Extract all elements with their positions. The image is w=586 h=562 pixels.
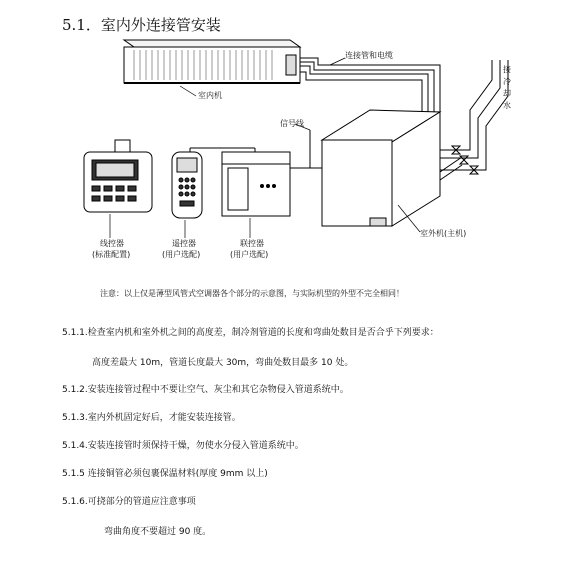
label-pipe-cable: 连接管和电缆 xyxy=(345,51,393,60)
water-pipes xyxy=(440,60,508,174)
item-5-1-6: 5.1.6.可挠部分的管道应注意事项 xyxy=(62,497,196,507)
label-linkage-controller: 联控器 xyxy=(240,239,264,248)
label-wired-controller-note: (标准配置) xyxy=(92,250,131,259)
linkage-controller-icon xyxy=(222,152,290,216)
label-outdoor-unit: 室外机(主机) xyxy=(420,229,467,238)
label-wired-controller: 线控器 xyxy=(100,239,124,248)
item-5-1-1: 5.1.1.检查室内机和室外机之间的高度差，制冷剂管道的长度和弯曲处数目是否合乎下列要求： xyxy=(62,328,439,338)
item-bend-angle: 弯曲角度不要超过 90 度。 xyxy=(104,527,212,537)
remote-controller-icon xyxy=(172,152,202,218)
wired-controller-icon xyxy=(84,152,152,212)
diagram-note: 注意：以上仅是薄型风管式空调器各个部分的示意图，与实际机型的外型不完全相同！ xyxy=(100,289,404,298)
section-title: 5.1．室内外连接管安装 xyxy=(62,16,221,34)
outdoor-unit-icon xyxy=(322,110,462,226)
connection-pipes xyxy=(300,58,440,115)
label-linkage-controller-note: (用户选配) xyxy=(230,250,269,259)
label-remote-controller: 遥控器 xyxy=(172,239,196,248)
label-indoor-unit: 室内机 xyxy=(198,91,222,100)
label-water-1: 接 xyxy=(503,65,511,74)
label-remote-controller-note: (用户选配) xyxy=(162,250,201,259)
indoor-unit-icon xyxy=(124,40,300,83)
item-requirements: 高度差最大 10m，管道长度最大 30m，弯曲处数目最多 10 处。 xyxy=(92,358,354,368)
item-5-1-2: 5.1.2.安装连接管过程中不要让空气、灰尘和其它杂物侵入管道系统中。 xyxy=(62,385,349,395)
label-signal-line: 信号线 xyxy=(280,119,304,128)
item-5-1-4: 5.1.4.安装连接管时须保持干燥，勿使水分侵入管道系统中。 xyxy=(62,441,304,451)
label-water-2: 冷 xyxy=(503,77,511,86)
label-water-3: 却 xyxy=(503,89,511,98)
item-5-1-3: 5.1.3.室内外机固定好后，才能安装连接管。 xyxy=(62,413,241,423)
item-5-1-5: 5.1.5 连接铜管必须包裹保温材料(厚度 9mm 以上) xyxy=(62,469,268,479)
label-water-4: 水 xyxy=(503,101,511,110)
